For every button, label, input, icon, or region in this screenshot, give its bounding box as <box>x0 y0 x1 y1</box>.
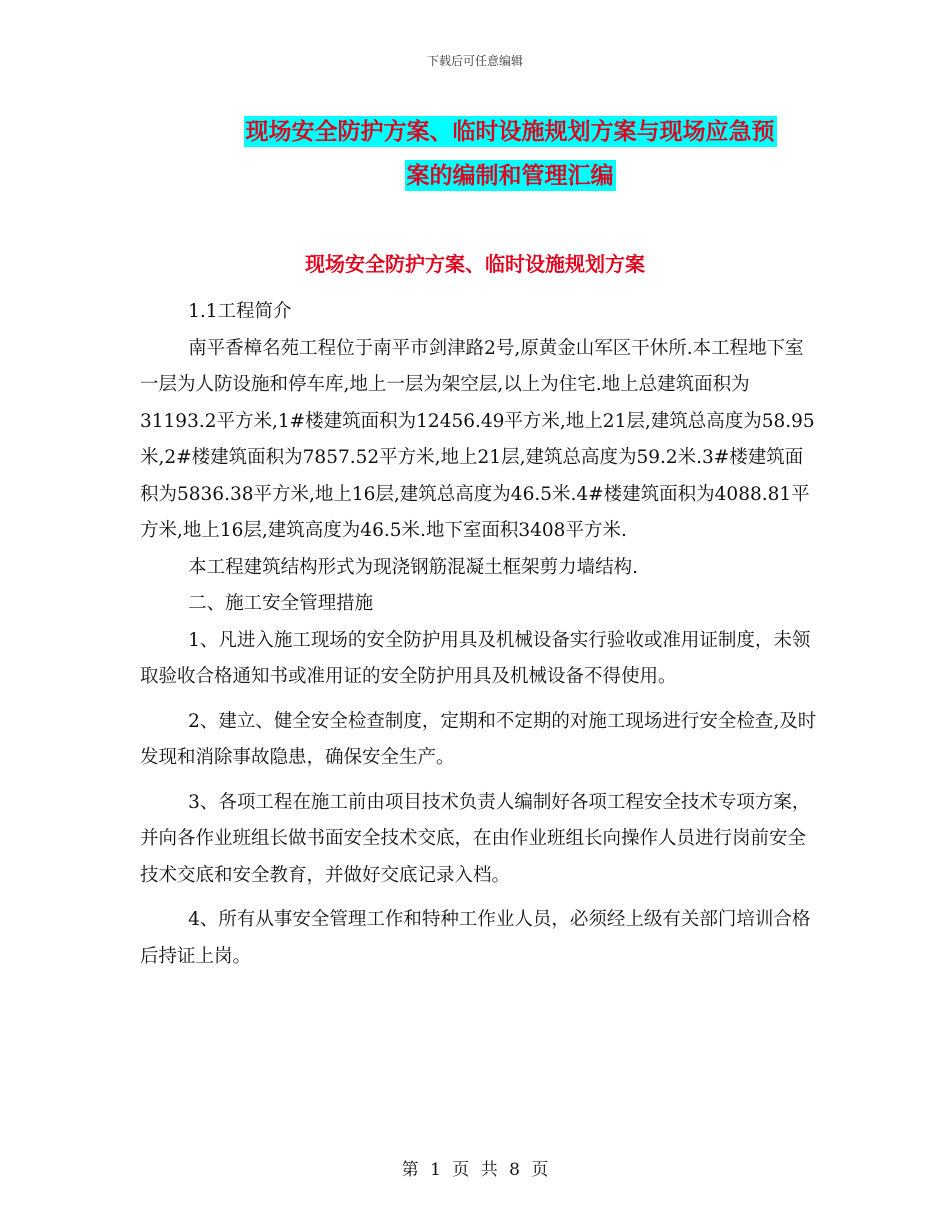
document-title <box>190 110 830 198</box>
section-title: 现场安全防护方案、临时设施规划方案 <box>305 252 645 276</box>
paragraph: 2、建立、健全安全检查制度，定期和不定期的对施工现场进行安全检查,及时发现和消除事故隐患，确保安全生产。 <box>140 710 817 768</box>
paragraph: 1.1工程简介 <box>188 301 292 322</box>
paragraph: 1、凡进入施工现场的安全防护用具及机械设备实行验收或准用证制度，未领取验收合格通知书或准用证的安全防护用具及机械设备不得使用。 <box>140 629 811 687</box>
page-footer: 第 1 页 共 8 页 <box>401 1160 549 1180</box>
paragraph: 本工程建筑结构形式为现浇钢筋混凝土框架剪力墙结构. <box>188 556 638 578</box>
paragraph: 南平香樟名苑工程位于南平市剑津路2号,原黄金山军区干休所.本工程地下室一层为人防设施和停车库,地上一层为架空层,以上为住宅.地上总建筑面积为31193.2平方米,1#楼建筑面积为12456.49平方米,地上21层,建筑总高度为58.95米,2#楼建筑面积为7857.52平方米,地上21层,建筑总高度为59.2米.3#楼建筑面积为5836.38平方米,地上16层,建筑总高度为46.5米.4#楼建筑面积为4088.81平方米,地上16层,建筑高度为46.5米.地下室面积3408平方米. <box>140 337 815 541</box>
paragraph: 二、施工安全管理措施 <box>188 593 374 614</box>
title-line-2: 案的编制和管理汇编 <box>406 162 614 189</box>
document-body <box>140 294 820 975</box>
page-header: 下载后可任意编辑 <box>426 54 523 68</box>
paragraph: 4、所有从事安全管理工作和特种工作业人员，必须经上级有关部门培训合格后持证上岗。 <box>140 909 811 967</box>
paragraph: 3、各项工程在施工前由项目技术负责人编制好各项工程安全技术专项方案，并向各作业班组长做书面安全技术交底，在由作业班组长向操作人员进行岗前安全技术交底和安全教育，并做好交底记录入档。 <box>140 791 811 886</box>
title-line-1: 现场安全防护方案、临时设施规划方案与现场应急预 <box>245 118 775 145</box>
